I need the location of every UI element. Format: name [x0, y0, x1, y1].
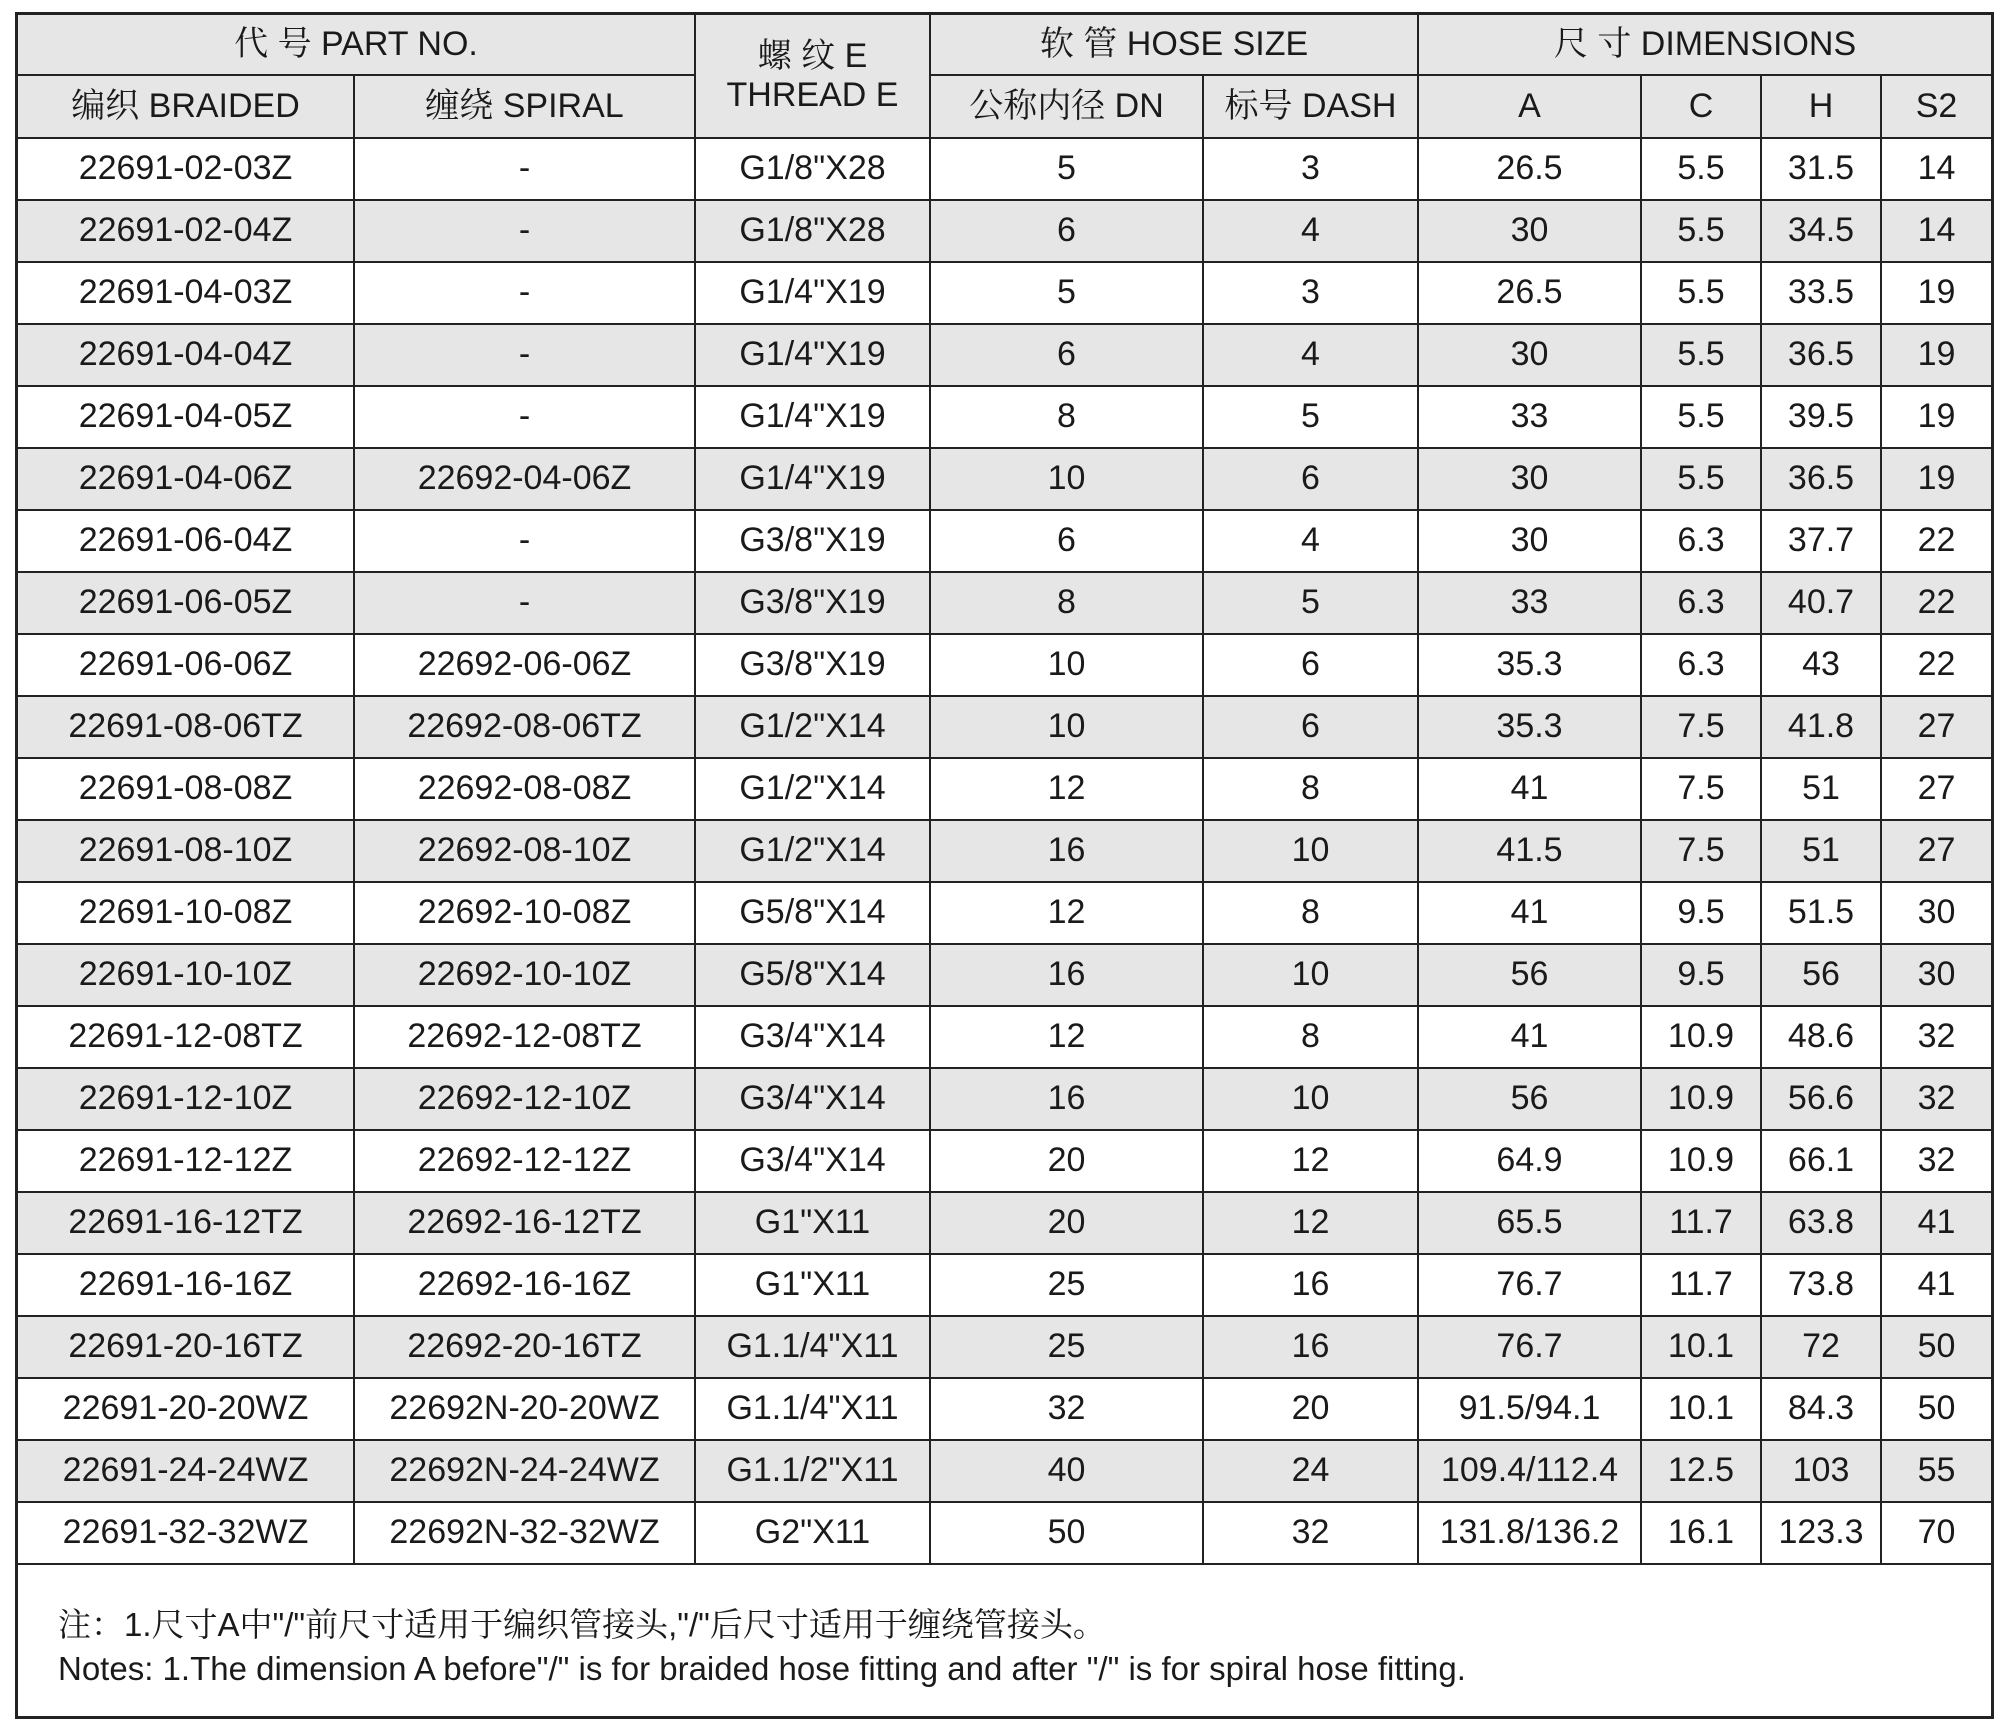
table-row	[18, 882, 1991, 944]
cell-braided: 22691-10-10Z	[18, 944, 354, 1006]
cell-dim-c: 5.5	[1641, 262, 1761, 324]
cell-spiral: 22692N-32-32WZ	[354, 1502, 695, 1564]
cell-braided: 22691-08-06TZ	[18, 696, 354, 758]
cell-dash: 5	[1203, 572, 1418, 634]
notes-block	[58, 1603, 1466, 1691]
cell-dim-s2: 41	[1881, 1254, 1991, 1316]
cell-dim-h: 33.5	[1761, 262, 1881, 324]
cell-dash: 12	[1203, 1192, 1418, 1254]
cell-dash: 16	[1203, 1316, 1418, 1378]
header-thread	[695, 15, 930, 138]
cell-braided: 22691-24-24WZ	[18, 1440, 354, 1502]
cell-braided: 22691-06-05Z	[18, 572, 354, 634]
cell-thread: G3/8"X19	[695, 572, 930, 634]
fitting-spec-table	[18, 15, 1991, 1565]
cell-dim-a: 41	[1418, 882, 1641, 944]
cell-dim-h: 41.8	[1761, 696, 1881, 758]
cell-dim-a: 30	[1418, 510, 1641, 572]
cell-dim-c: 5.5	[1641, 386, 1761, 448]
cell-dn: 6	[930, 510, 1203, 572]
cell-dim-c: 9.5	[1641, 944, 1761, 1006]
cell-thread: G5/8"X14	[695, 882, 930, 944]
cell-dim-h: 51	[1761, 820, 1881, 882]
cell-thread: G1/2"X14	[695, 758, 930, 820]
cell-dim-s2: 50	[1881, 1378, 1991, 1440]
cell-dash: 6	[1203, 634, 1418, 696]
cell-thread: G1/4"X19	[695, 448, 930, 510]
cell-dn: 16	[930, 820, 1203, 882]
table-header	[18, 15, 1991, 138]
cell-dim-c: 9.5	[1641, 882, 1761, 944]
cell-spiral: -	[354, 200, 695, 262]
cell-thread: G3/8"X19	[695, 634, 930, 696]
cell-dn: 5	[930, 262, 1203, 324]
cell-dim-c: 10.1	[1641, 1378, 1761, 1440]
cell-dim-s2: 19	[1881, 262, 1991, 324]
cell-dash: 5	[1203, 386, 1418, 448]
table-row	[18, 138, 1991, 200]
cell-dash: 3	[1203, 138, 1418, 200]
cell-dim-a: 41.5	[1418, 820, 1641, 882]
cell-dim-s2: 30	[1881, 882, 1991, 944]
cell-dim-c: 11.7	[1641, 1192, 1761, 1254]
header-dim-h: H	[1761, 75, 1881, 138]
cell-spiral: 22692-12-08TZ	[354, 1006, 695, 1068]
cell-dn: 6	[930, 324, 1203, 386]
table-row	[18, 386, 1991, 448]
cell-thread: G3/4"X14	[695, 1006, 930, 1068]
cell-dim-h: 84.3	[1761, 1378, 1881, 1440]
cell-dim-h: 36.5	[1761, 448, 1881, 510]
cell-thread: G1"X11	[695, 1192, 930, 1254]
cell-braided: 22691-16-12TZ	[18, 1192, 354, 1254]
cell-dim-s2: 32	[1881, 1068, 1991, 1130]
cell-spiral: -	[354, 572, 695, 634]
cell-dash: 24	[1203, 1440, 1418, 1502]
cell-dim-s2: 19	[1881, 386, 1991, 448]
header-dim-c: C	[1641, 75, 1761, 138]
cell-dim-a: 26.5	[1418, 138, 1641, 200]
cell-thread: G1.1/4"X11	[695, 1316, 930, 1378]
cell-dim-a: 26.5	[1418, 262, 1641, 324]
cell-thread: G1/4"X19	[695, 386, 930, 448]
table-row	[18, 1440, 1991, 1502]
cell-dn: 6	[930, 200, 1203, 262]
cell-dim-c: 12.5	[1641, 1440, 1761, 1502]
cell-dim-h: 123.3	[1761, 1502, 1881, 1564]
cell-dn: 32	[930, 1378, 1203, 1440]
table-row	[18, 200, 1991, 262]
cell-dim-a: 91.5/94.1	[1418, 1378, 1641, 1440]
cell-dash: 6	[1203, 696, 1418, 758]
cell-dash: 10	[1203, 944, 1418, 1006]
cell-thread: G1/8"X28	[695, 138, 930, 200]
cell-dim-c: 10.9	[1641, 1130, 1761, 1192]
cell-dn: 12	[930, 758, 1203, 820]
cell-spiral: 22692-08-08Z	[354, 758, 695, 820]
cell-dim-a: 65.5	[1418, 1192, 1641, 1254]
table-row	[18, 324, 1991, 386]
cell-spiral: -	[354, 138, 695, 200]
cell-dash: 10	[1203, 820, 1418, 882]
spec-sheet-frame	[15, 12, 1994, 1719]
cell-dim-h: 63.8	[1761, 1192, 1881, 1254]
cell-dn: 20	[930, 1130, 1203, 1192]
cell-dn: 25	[930, 1254, 1203, 1316]
table-row	[18, 1502, 1991, 1564]
cell-dim-c: 16.1	[1641, 1502, 1761, 1564]
cell-dash: 16	[1203, 1254, 1418, 1316]
cell-dn: 8	[930, 386, 1203, 448]
cell-spiral: -	[354, 262, 695, 324]
cell-dim-a: 131.8/136.2	[1418, 1502, 1641, 1564]
cell-dim-h: 39.5	[1761, 386, 1881, 448]
cell-braided: 22691-06-06Z	[18, 634, 354, 696]
cell-dim-c: 10.9	[1641, 1006, 1761, 1068]
cell-thread: G1.1/2"X11	[695, 1440, 930, 1502]
cell-dim-a: 35.3	[1418, 696, 1641, 758]
cell-dn: 12	[930, 882, 1203, 944]
cell-dim-a: 64.9	[1418, 1130, 1641, 1192]
cell-dim-h: 51	[1761, 758, 1881, 820]
cell-dn: 16	[930, 944, 1203, 1006]
header-dn: 公称内径 DN	[930, 75, 1203, 138]
cell-dim-c: 7.5	[1641, 696, 1761, 758]
table-row	[18, 1316, 1991, 1378]
cell-dim-c: 6.3	[1641, 634, 1761, 696]
cell-dn: 10	[930, 448, 1203, 510]
cell-spiral: 22692N-24-24WZ	[354, 1440, 695, 1502]
cell-dn: 10	[930, 634, 1203, 696]
table-row	[18, 572, 1991, 634]
header-braided: 编织 BRAIDED	[18, 75, 354, 138]
cell-dn: 20	[930, 1192, 1203, 1254]
table-row	[18, 1192, 1991, 1254]
table-row	[18, 1254, 1991, 1316]
cell-braided: 22691-06-04Z	[18, 510, 354, 572]
header-spiral: 缠绕 SPIRAL	[354, 75, 695, 138]
cell-thread: G5/8"X14	[695, 944, 930, 1006]
cell-dim-a: 56	[1418, 944, 1641, 1006]
table-row	[18, 758, 1991, 820]
cell-dim-h: 66.1	[1761, 1130, 1881, 1192]
table-row	[18, 696, 1991, 758]
cell-dash: 12	[1203, 1130, 1418, 1192]
cell-dim-a: 76.7	[1418, 1316, 1641, 1378]
cell-dim-s2: 22	[1881, 634, 1991, 696]
table-row	[18, 820, 1991, 882]
cell-thread: G1/2"X14	[695, 696, 930, 758]
header-dimensions: 尺 寸 DIMENSIONS	[1418, 15, 1991, 75]
cell-dim-h: 31.5	[1761, 138, 1881, 200]
table-row	[18, 634, 1991, 696]
cell-dim-h: 40.7	[1761, 572, 1881, 634]
cell-dash: 10	[1203, 1068, 1418, 1130]
table-row	[18, 262, 1991, 324]
cell-dn: 5	[930, 138, 1203, 200]
cell-thread: G3/4"X14	[695, 1130, 930, 1192]
cell-dim-a: 30	[1418, 448, 1641, 510]
note-chinese: 注：1.尺寸A中"/"前尺寸适用于编织管接头,"/"后尺寸适用于缠绕管接头。	[58, 1606, 1106, 1643]
cell-braided: 22691-20-20WZ	[18, 1378, 354, 1440]
cell-dim-a: 35.3	[1418, 634, 1641, 696]
cell-dim-s2: 27	[1881, 758, 1991, 820]
cell-thread: G3/4"X14	[695, 1068, 930, 1130]
cell-dim-a: 41	[1418, 1006, 1641, 1068]
cell-dash: 8	[1203, 882, 1418, 944]
cell-braided: 22691-16-16Z	[18, 1254, 354, 1316]
cell-spiral: 22692-20-16TZ	[354, 1316, 695, 1378]
cell-dim-a: 30	[1418, 324, 1641, 386]
cell-dim-s2: 70	[1881, 1502, 1991, 1564]
cell-dash: 8	[1203, 1006, 1418, 1068]
cell-dim-c: 6.3	[1641, 572, 1761, 634]
cell-thread: G1/2"X14	[695, 820, 930, 882]
header-dim-a: A	[1418, 75, 1641, 138]
cell-dim-h: 56	[1761, 944, 1881, 1006]
cell-dim-c: 5.5	[1641, 324, 1761, 386]
cell-dim-s2: 27	[1881, 820, 1991, 882]
cell-spiral: 22692-10-08Z	[354, 882, 695, 944]
cell-dim-c: 5.5	[1641, 200, 1761, 262]
table-row	[18, 1130, 1991, 1192]
header-dim-s2: S2	[1881, 75, 1991, 138]
cell-dim-c: 7.5	[1641, 758, 1761, 820]
cell-dim-s2: 41	[1881, 1192, 1991, 1254]
cell-braided: 22691-32-32WZ	[18, 1502, 354, 1564]
cell-dash: 20	[1203, 1378, 1418, 1440]
cell-dim-h: 43	[1761, 634, 1881, 696]
cell-braided: 22691-02-04Z	[18, 200, 354, 262]
cell-dim-a: 56	[1418, 1068, 1641, 1130]
cell-dim-a: 33	[1418, 572, 1641, 634]
table-row	[18, 1378, 1991, 1440]
cell-dn: 25	[930, 1316, 1203, 1378]
cell-dash: 4	[1203, 510, 1418, 572]
cell-dim-s2: 32	[1881, 1130, 1991, 1192]
cell-spiral: -	[354, 510, 695, 572]
cell-dn: 12	[930, 1006, 1203, 1068]
cell-braided: 22691-02-03Z	[18, 138, 354, 200]
header-dash: 标号 DASH	[1203, 75, 1418, 138]
cell-dim-c: 6.3	[1641, 510, 1761, 572]
cell-dim-s2: 30	[1881, 944, 1991, 1006]
cell-dim-a: 33	[1418, 386, 1641, 448]
cell-dash: 4	[1203, 200, 1418, 262]
header-part-no: 代 号 PART NO.	[18, 15, 695, 75]
cell-dn: 50	[930, 1502, 1203, 1564]
cell-dim-a: 30	[1418, 200, 1641, 262]
cell-braided: 22691-08-08Z	[18, 758, 354, 820]
cell-braided: 22691-20-16TZ	[18, 1316, 354, 1378]
cell-dim-c: 5.5	[1641, 448, 1761, 510]
cell-braided: 22691-04-04Z	[18, 324, 354, 386]
cell-thread: G1.1/4"X11	[695, 1378, 930, 1440]
cell-dash: 4	[1203, 324, 1418, 386]
cell-dim-s2: 27	[1881, 696, 1991, 758]
cell-dim-s2: 22	[1881, 572, 1991, 634]
cell-dim-h: 73.8	[1761, 1254, 1881, 1316]
table-body	[18, 138, 1991, 1564]
cell-dim-c: 10.1	[1641, 1316, 1761, 1378]
cell-dash: 8	[1203, 758, 1418, 820]
cell-dim-a: 76.7	[1418, 1254, 1641, 1316]
cell-dim-s2: 14	[1881, 200, 1991, 262]
cell-dim-s2: 32	[1881, 1006, 1991, 1068]
cell-spiral: 22692-04-06Z	[354, 448, 695, 510]
cell-dim-c: 5.5	[1641, 138, 1761, 200]
cell-thread: G3/8"X19	[695, 510, 930, 572]
cell-dim-s2: 50	[1881, 1316, 1991, 1378]
cell-spiral: 22692-12-10Z	[354, 1068, 695, 1130]
cell-spiral: -	[354, 386, 695, 448]
cell-dn: 16	[930, 1068, 1203, 1130]
cell-dash: 32	[1203, 1502, 1418, 1564]
cell-thread: G2"X11	[695, 1502, 930, 1564]
table-row	[18, 1006, 1991, 1068]
cell-spiral: 22692-10-10Z	[354, 944, 695, 1006]
cell-spiral: 22692-16-12TZ	[354, 1192, 695, 1254]
cell-spiral: 22692-08-06TZ	[354, 696, 695, 758]
cell-braided: 22691-04-03Z	[18, 262, 354, 324]
cell-dim-h: 36.5	[1761, 324, 1881, 386]
note-english: Notes: 1.The dimension A before"/" is for braided hose fitting and after "/" is for spiral hose fitting.	[58, 1650, 1466, 1687]
table-row	[18, 1068, 1991, 1130]
cell-dim-c: 10.9	[1641, 1068, 1761, 1130]
cell-dash: 3	[1203, 262, 1418, 324]
cell-dim-c: 7.5	[1641, 820, 1761, 882]
cell-braided: 22691-08-10Z	[18, 820, 354, 882]
cell-thread: G1/8"X28	[695, 200, 930, 262]
cell-braided: 22691-10-08Z	[18, 882, 354, 944]
cell-dim-h: 56.6	[1761, 1068, 1881, 1130]
cell-spiral: 22692-16-16Z	[354, 1254, 695, 1316]
table-row	[18, 448, 1991, 510]
cell-dim-s2: 19	[1881, 448, 1991, 510]
cell-dim-a: 109.4/112.4	[1418, 1440, 1641, 1502]
cell-braided: 22691-04-05Z	[18, 386, 354, 448]
cell-dim-s2: 19	[1881, 324, 1991, 386]
cell-dim-s2: 55	[1881, 1440, 1991, 1502]
cell-thread: G1/4"X19	[695, 262, 930, 324]
cell-dim-c: 11.7	[1641, 1254, 1761, 1316]
cell-dn: 8	[930, 572, 1203, 634]
cell-dn: 40	[930, 1440, 1203, 1502]
cell-dim-a: 41	[1418, 758, 1641, 820]
cell-spiral: 22692-12-12Z	[354, 1130, 695, 1192]
header-thread-en: THREAD E	[726, 76, 899, 114]
cell-spiral: -	[354, 324, 695, 386]
cell-dash: 6	[1203, 448, 1418, 510]
cell-dim-s2: 22	[1881, 510, 1991, 572]
cell-dim-s2: 14	[1881, 138, 1991, 200]
cell-dim-h: 51.5	[1761, 882, 1881, 944]
header-thread-cn: 螺 纹 E	[757, 36, 868, 75]
cell-dn: 10	[930, 696, 1203, 758]
cell-spiral: 22692-06-06Z	[354, 634, 695, 696]
cell-dim-h: 37.7	[1761, 510, 1881, 572]
cell-thread: G1/4"X19	[695, 324, 930, 386]
cell-spiral: 22692-08-10Z	[354, 820, 695, 882]
cell-dim-h: 103	[1761, 1440, 1881, 1502]
cell-spiral: 22692N-20-20WZ	[354, 1378, 695, 1440]
cell-thread: G1"X11	[695, 1254, 930, 1316]
table-row	[18, 944, 1991, 1006]
cell-dim-h: 48.6	[1761, 1006, 1881, 1068]
cell-braided: 22691-12-12Z	[18, 1130, 354, 1192]
cell-braided: 22691-04-06Z	[18, 448, 354, 510]
header-hose-size: 软 管 HOSE SIZE	[930, 15, 1418, 75]
table-row	[18, 510, 1991, 572]
cell-braided: 22691-12-10Z	[18, 1068, 354, 1130]
cell-braided: 22691-12-08TZ	[18, 1006, 354, 1068]
cell-dim-h: 34.5	[1761, 200, 1881, 262]
cell-dim-h: 72	[1761, 1316, 1881, 1378]
